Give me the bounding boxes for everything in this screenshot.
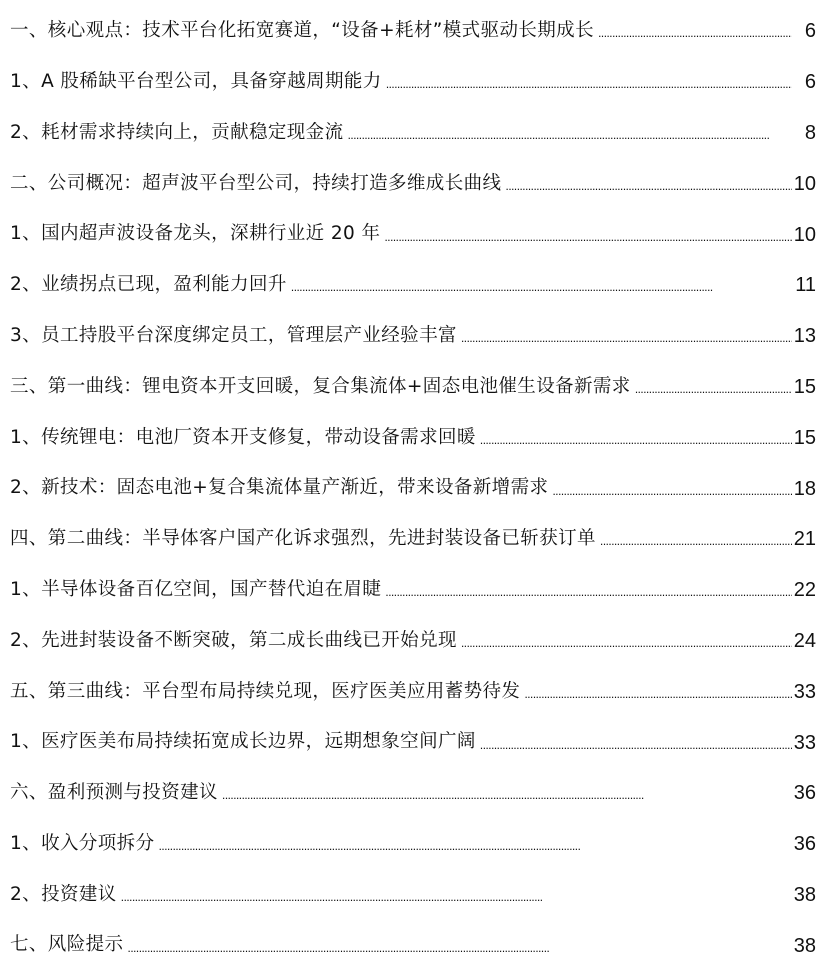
toc-entry-15[interactable] [10,717,816,768]
toc-entry-page: 6 [804,71,816,94]
toc-entry-2[interactable] [10,57,816,108]
toc-entry-title: 2、新技术：固态电池+复合集流体量产渐近，带来设备新增需求 [10,477,549,499]
toc-entry-page: 36 [793,782,816,805]
toc-entry-page: 33 [793,680,816,703]
toc-entry-1[interactable] [10,6,816,57]
toc-entry-page: 6 [804,20,816,43]
toc-entry-page: 13 [793,325,816,348]
toc-entry-page: 11 [795,274,816,297]
toc-entry-14[interactable] [10,666,816,717]
toc-entry-title: 三、第一曲线：锂电资本开支回暖，复合集流体+固态电池催生设备新需求 [10,375,631,397]
toc-entry-page: 24 [793,629,816,652]
dot-leader [461,326,792,346]
toc-entry-page: 21 [793,528,816,551]
toc-entry-title: 2、投资建议 [10,883,117,905]
dot-leader [222,783,792,803]
toc-entry-title: 3、员工持股平台深度绑定员工，管理层产业经验丰富 [10,324,457,346]
toc-entry-7[interactable] [10,311,816,362]
toc-entry-title: 七、风险提示 [10,934,124,956]
dot-leader [480,428,792,448]
toc-entry-10[interactable] [10,463,816,514]
toc-entry-11[interactable] [10,514,816,565]
dot-leader [386,72,792,92]
dot-leader [505,174,791,194]
dot-leader [121,885,792,905]
dot-leader [385,580,791,600]
toc-entry-page: 18 [793,477,816,500]
toc-entry-9[interactable] [10,412,816,463]
toc-entry-13[interactable] [10,616,816,667]
dot-leader [158,834,791,854]
toc-entry-6[interactable] [10,260,816,311]
toc-entry-title: 一、核心观点：技术平台化拓宽赛道，“设备+耗材”模式驱动长期成长 [10,20,594,42]
toc-entry-title: 1、半导体设备百亿空间，国产替代迫在眉睫 [10,578,382,600]
toc-entry-page: 33 [793,731,816,754]
dot-leader [127,936,791,956]
toc-entry-5[interactable] [10,209,816,260]
toc-entry-page: 10 [793,223,816,246]
toc-entry-page: 38 [793,883,816,906]
table-of-contents [10,6,816,971]
toc-entry-title: 二、公司概况：超声波平台型公司，持续打造多维成长曲线 [10,172,502,194]
toc-entry-12[interactable] [10,565,816,616]
toc-entry-title: 四、第二曲线：半导体客户国产化诉求强烈，先进封装设备已斩获订单 [10,528,596,550]
toc-entry-page: 8 [804,121,816,144]
toc-entry-title: 1、A 股稀缺平台型公司，具备穿越周期能力 [10,70,382,92]
toc-entry-3[interactable] [10,108,816,159]
dot-leader [384,225,791,245]
dot-leader [347,123,792,143]
toc-entry-title: 2、业绩拐点已现，盈利能力回升 [10,274,287,296]
toc-entry-19[interactable] [10,920,816,971]
dot-leader [461,631,792,651]
dot-leader [480,733,792,753]
toc-entry-title: 1、收入分项拆分 [10,832,155,854]
toc-entry-16[interactable] [10,768,816,819]
dot-leader [600,529,792,549]
toc-entry-page: 15 [793,375,816,398]
dot-leader [598,21,792,41]
toc-entry-18[interactable] [10,870,816,921]
toc-entry-page: 38 [793,934,816,957]
toc-entry-page: 15 [793,426,816,449]
toc-entry-8[interactable] [10,362,816,413]
toc-entry-title: 1、医疗医美布局持续拓宽成长边界，远期想象空间广阔 [10,731,476,753]
toc-entry-17[interactable] [10,819,816,870]
dot-leader [291,275,792,295]
toc-entry-title: 五、第三曲线：平台型布局持续兑现，医疗医美应用蓄势待发 [10,680,521,702]
toc-entry-4[interactable] [10,158,816,209]
dot-leader [635,377,792,397]
toc-entry-page: 22 [793,579,816,602]
toc-entry-title: 1、国内超声波设备龙头，深耕行业近 20 年 [10,223,381,245]
toc-entry-title: 1、传统锂电：电池厂资本开支修复，带动设备需求回暖 [10,426,476,448]
toc-entry-title: 2、耗材需求持续向上，贡献稳定现金流 [10,121,344,143]
toc-entry-title: 2、先进封装设备不断突破，第二成长曲线已开始兑现 [10,629,457,651]
toc-entry-title: 六、盈利预测与投资建议 [10,782,218,804]
dot-leader [552,479,791,499]
toc-entry-page: 36 [793,833,816,856]
dot-leader [524,682,791,702]
toc-entry-page: 10 [793,172,816,195]
